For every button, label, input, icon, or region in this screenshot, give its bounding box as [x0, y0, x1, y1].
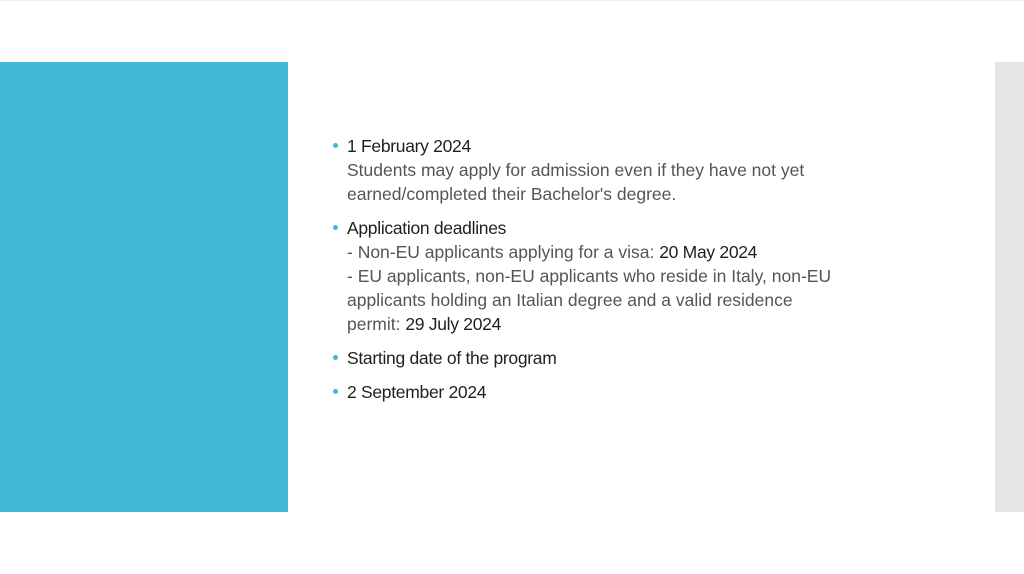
deadline-date: 20 May 2024	[659, 242, 758, 262]
bullet-heading: Application deadlines	[347, 218, 507, 238]
slide	[0, 62, 1024, 512]
bullet-item	[333, 134, 893, 206]
bullet-text: applicants holding an Italian degree and a valid residence	[347, 290, 793, 310]
bullet-text: permit:	[347, 314, 406, 334]
bullet-item	[333, 346, 893, 370]
bullet-dot-icon	[333, 355, 338, 360]
bullet-text: - Non-EU applicants applying for a visa:	[347, 242, 660, 262]
accent-panel	[0, 62, 288, 512]
bullet-heading: Starting date of the program	[347, 348, 557, 368]
bullet-item	[333, 380, 893, 404]
bullet-heading: 2 September 2024	[347, 382, 487, 402]
bullet-list	[333, 134, 893, 414]
bullet-text: earned/completed their Bachelor's degree.	[347, 184, 677, 204]
deadline-date: 29 July 2024	[405, 314, 502, 334]
top-divider	[0, 0, 1024, 1]
bullet-dot-icon	[333, 143, 338, 148]
bullet-text: - EU applicants, non-EU applicants who reside in Italy, non-EU	[347, 266, 832, 286]
bullet-heading: 1 February 2024	[347, 136, 471, 156]
bullet-dot-icon	[333, 389, 338, 394]
bullet-dot-icon	[333, 225, 338, 230]
scroll-strip[interactable]	[995, 62, 1024, 512]
bullet-text: Students may apply for admission even if they have not yet	[347, 160, 805, 180]
bullet-item	[333, 216, 893, 336]
